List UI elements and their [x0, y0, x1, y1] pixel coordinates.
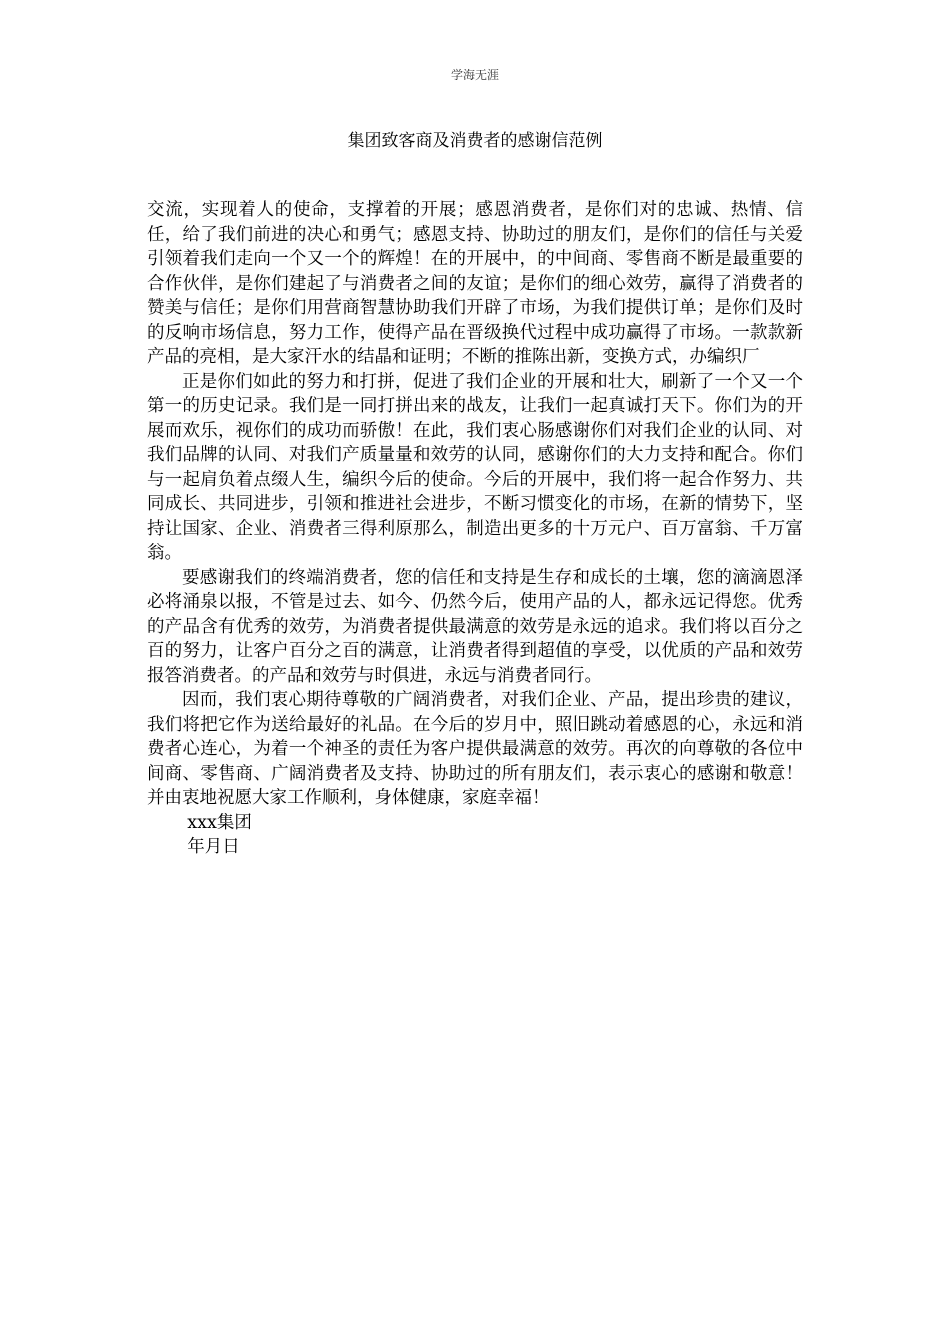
- signature-date: 年月日: [187, 837, 240, 857]
- signature-org: xxx集团: [187, 812, 252, 833]
- paragraph-3: 要感谢我们的终端消费者，您的信任和支持是生存和成长的土壤，您的滴滴恩泽必将涌泉以报，不管是过去、如今、仍然今后，使用产品的人，都永远记得您。优秀的产品含有优秀的效劳，为消费者提供最满意的效劳是永远的追求。我们将以百分之百的努力，让客户百分之百的满意，让消费者得到超值的享受，以优质的产品和效劳报答消费者。的产品和效劳与时俱进，永远与消费者同行。: [147, 567, 803, 686]
- paragraph-4: 因而，我们衷心期待尊敬的广阔消费者，对我们企业、产品，提出珍贵的建议，我们将把它作为送给最好的礼品。在今后的岁月中，照旧跳动着感恩的心，永远和消费者心连心，为着一个神圣的责任为客户提供最满意的效劳。再次的向尊敬的各位中间商、零售商、广阔消费者及支持、协助过的所有朋友们，表示衷心的感谢和敬意！并由衷地祝愿大家工作顺利，身体健康，家庭幸福！: [147, 690, 803, 808]
- document-title: 集团致客商及消费者的感谢信范例: [347, 131, 603, 151]
- paragraph-2: 正是你们如此的努力和打拼，促进了我们企业的开展和壮大，刷新了一个又一个第一的历史记录。我们是一同打拼出来的战友，让我们一起真诚打天下。你们为的开展而欢乐，视你们的成功而骄傲！在此，我们衷心肠感谢你们对我们企业的认同、对我们品牌的认同、对我们产质量量和效劳的认同，感谢你们的大力支持和配合。你们与一起肩负着点缀人生，编织今后的使命。今后的开展中，我们将一起合作努力、共同成长、共同进步，引领和推进社会进步，不断习惯变化的市场，在新的情势下，坚持让国家、企业、消费者三得利原那么，制造出更多的十万元户、百万富翁、千万富翁。: [147, 371, 803, 563]
- paragraph-1: 交流，实现着人的使命，支撑着的开展；感恩消费者，是你们对的忠诚、热情、信任，给了我们前进的决心和勇气；感恩支持、协助过的朋友们，是你们的信任与关爱引领着我们走向一个又一个的辉煌！在的开展中，的中间商、零售商不断是最重要的合作伙伴，是你们建起了与消费者之间的友谊；是你们的细心效劳，赢得了消费者的赞美与信任；是你们用营商智慧协助我们开辟了市场，为我们提供订单；是你们及时的反响市场信息，努力工作，使得产品在晋级换代过程中成功赢得了市场。一款款新产品的亮相，是大家汗水的结晶和证明；不断的推陈出新，变换方式，办编织厂: [147, 200, 803, 367]
- letter-body: [147, 198, 803, 860]
- page-header: 学海无涯: [450, 68, 499, 82]
